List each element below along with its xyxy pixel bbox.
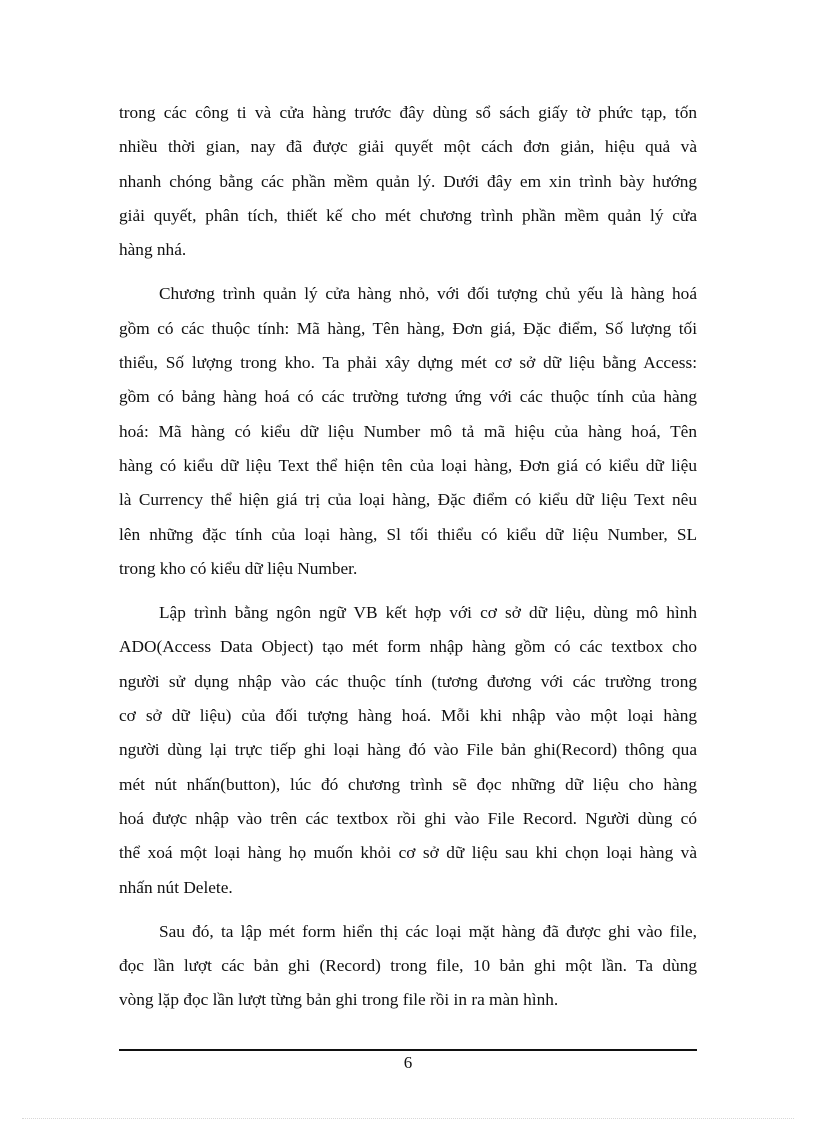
- paragraph: [119, 96, 697, 267]
- paragraph-line: gồm có các thuộc tính: Mã hàng, Tên hàng, Đơn giá, Đặc điểm, Số lượng tối: [119, 318, 697, 338]
- paragraph-line: nhấn nút Delete.: [119, 877, 233, 897]
- paragraph-line: lên những đặc tính của loại hàng, Sl tối thiểu có kiểu dữ liệu Number, SL: [119, 524, 697, 544]
- page-number: 6: [403, 1053, 413, 1072]
- paragraph: [119, 277, 697, 586]
- bottom-dotted-border: [22, 1118, 794, 1119]
- paragraph-line: nhanh chóng bằng các phần mềm quản lý. Dưới đây em xin trình bày hướng: [119, 171, 697, 191]
- paragraph-line: nhiều thời gian, nay đã được giải quyết một cách đơn giản, hiệu quả và: [119, 137, 697, 157]
- paragraph-line: người sử dụng nhập vào các thuộc tính (tương đương với các trường trong: [119, 671, 697, 691]
- paragraph-line: gồm có bảng hàng hoá có các trường tương ứng với các thuộc tính của hàng: [119, 387, 697, 407]
- paragraph-line: hàng nhá.: [119, 240, 187, 260]
- paragraph-line: hàng có kiểu dữ liệu Text thể hiện tên của loại hàng, Đơn giá có kiểu dữ liệu: [119, 455, 697, 475]
- paragraph: [119, 915, 697, 1018]
- paragraph-line: Sau đó, ta lập mét form hiển thị các loại mặt hàng đã được ghi vào file,: [159, 921, 697, 941]
- document-body: [119, 96, 697, 1028]
- footer-rule: [119, 1049, 697, 1051]
- paragraph-line: thể xoá một loại hàng họ muốn khỏi cơ sở dữ liệu sau khi chọn loại hàng và: [119, 843, 697, 863]
- paragraph-line: Chương trình quản lý cửa hàng nhỏ, với đối tượng chủ yếu là hàng hoá: [159, 284, 697, 304]
- paragraph-line: thiểu, Số lượng trong kho. Ta phải xây dựng mét cơ sở dữ liệu bằng Access:: [119, 353, 697, 373]
- paragraph-line: mét nút nhấn(button), lúc đó chương trình sẽ đọc những dữ liệu cho hàng: [119, 774, 697, 794]
- paragraph-line: hoá được nhập vào trên các textbox rồi ghi vào File Record. Người dùng có: [119, 808, 697, 828]
- paragraph-line: trong kho có kiểu dữ liệu Number.: [119, 558, 358, 578]
- paragraph-line: cơ sở dữ liệu) của đối tượng hàng hoá. Mỗi khi nhập vào một loại hàng: [119, 706, 697, 726]
- paragraph: [119, 596, 697, 905]
- paragraph-line: vòng lặp đọc lần lượt từng bản ghi trong file rồi in ra màn hình.: [119, 990, 559, 1010]
- paragraph-line: đọc lần lượt các bản ghi (Record) trong file, 10 bản ghi một lần. Ta dùng: [119, 956, 697, 976]
- paragraph-line: hoá: Mã hàng có kiểu dữ liệu Number mô tả mã hiệu của hàng hoá, Tên: [119, 421, 697, 441]
- paragraph-line: người dùng lại trực tiếp ghi loại hàng đó vào File bản ghi(Record) thông qua: [119, 740, 697, 760]
- paragraph-line: Lập trình bằng ngôn ngữ VB kết hợp với cơ sở dữ liệu, dùng mô hình: [159, 603, 697, 623]
- paragraph-line: là Currency thể hiện giá trị của loại hàng, Đặc điểm có kiểu dữ liệu Text nêu: [119, 490, 697, 510]
- paragraph-line: trong các công ti và cửa hàng trước đây dùng sổ sách giấy tờ phức tạp, tốn: [119, 103, 697, 122]
- paragraph-line: ADO(Access Data Object) tạo mét form nhập hàng gồm có các textbox cho: [119, 637, 697, 657]
- paragraph-line: giải quyết, phân tích, thiết kế cho mét chương trình phần mềm quản lý cửa: [119, 205, 697, 225]
